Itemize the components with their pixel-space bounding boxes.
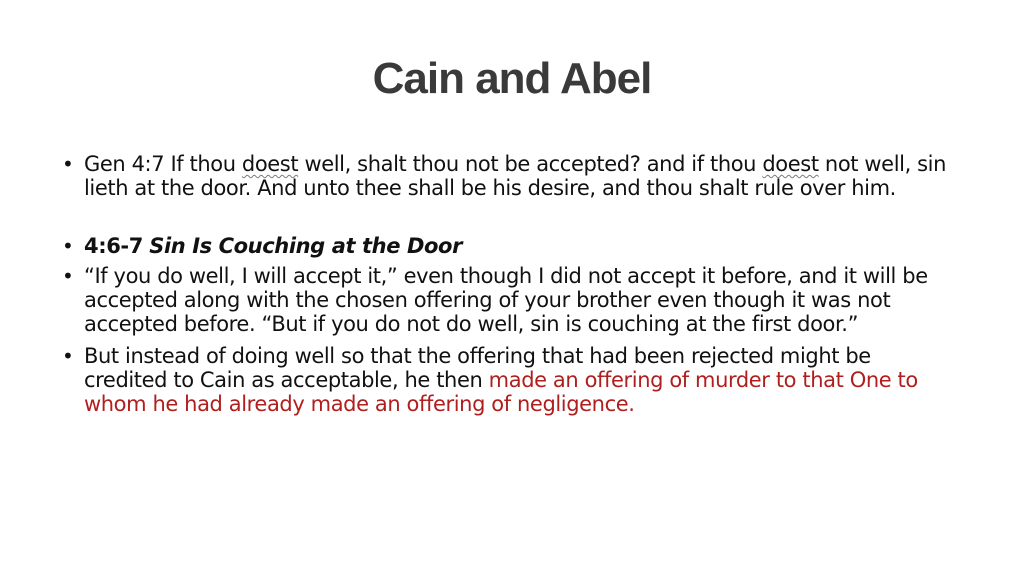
bullet-heading (60, 234, 950, 258)
bullet-list (60, 152, 950, 416)
verse-reference: 4:6-7 (84, 234, 143, 258)
spellcheck-word: doest (762, 152, 819, 176)
bullet-dot: • (62, 264, 74, 288)
bullet-dot: • (62, 234, 74, 258)
bullet-dot: • (62, 152, 74, 176)
bullet-conclusion (60, 344, 950, 416)
bullet-text: “If you do well, I will accept it,” even though I did not accept it before, and it will be accepted along with the chosen offering of your brother even though it was not accepted before. “But if you do not do well, sin is couching at the first door.” (84, 264, 928, 336)
highlighted-text: made an offering of murder to that One to whom he had already made an offering of negligence. (84, 368, 918, 416)
spellcheck-word: doest (241, 152, 299, 176)
bullet-gen-4-7 (60, 152, 950, 200)
section-heading: Sin Is Couching at the Door (149, 234, 463, 258)
bullet-commentary (60, 264, 950, 336)
bullet-text: Gen 4:7 If thou doest well, shalt thou not be accepted? and if thou doest not well, sin lieth at the door. And unto thee shall be his desire, and thou shalt rule over him. (84, 152, 946, 200)
bullet-dot: • (62, 344, 74, 368)
slide-title: Cain and Abel (372, 54, 652, 103)
bullet-text: But instead of doing well so that the offering that had been rejected might be credited to Cain as acceptable, he then made an offering of murder to that One to whom he had already made an offering of negligence. (84, 344, 918, 416)
